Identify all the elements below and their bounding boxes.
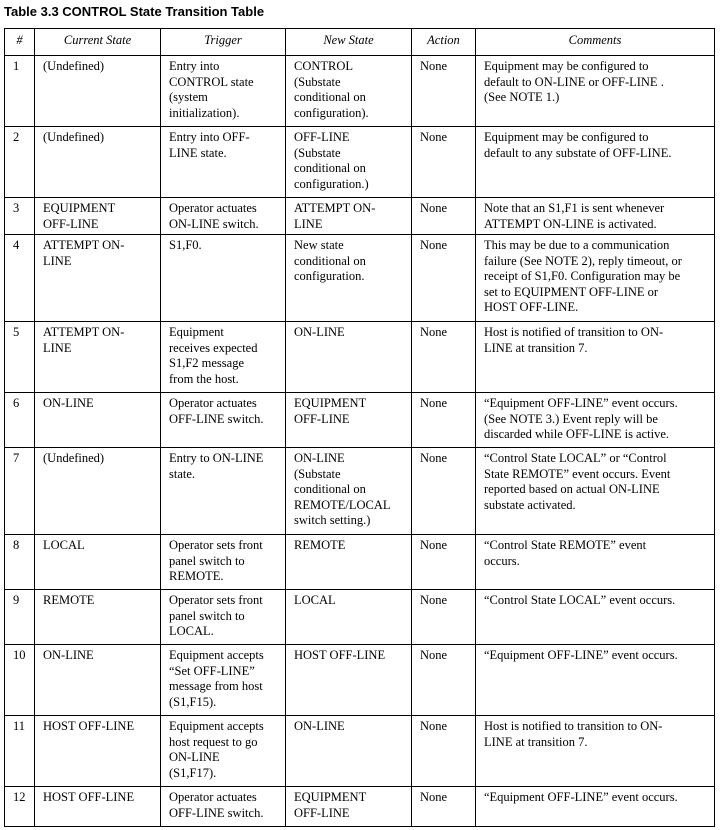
cell-new-state: ON-LINE [286,322,412,393]
cell-comments: Note that an S1,F1 is sent whenever ATTEMPT ON-LINE is activated. [476,198,715,235]
cell-number: 1 [5,56,35,127]
cell-new-state: LOCAL [286,590,412,645]
header-row [5,29,715,56]
cell-number: 2 [5,127,35,198]
cell-trigger: Equipment accepts “Set OFF-LINE” message from host (S1,F15). [161,645,286,716]
table-row [5,393,715,448]
cell-trigger: Entry into OFF- LINE state. [161,127,286,198]
table-row [5,127,715,198]
cell-comments: “Control State LOCAL” or “Control State REMOTE” event occurs. Event reported based on actual ON-LINE substate activated. [476,448,715,535]
table-row [5,645,715,716]
cell-number: 12 [5,787,35,827]
cell-new-state: OFF-LINE (Substate conditional on configuration.) [286,127,412,198]
table-row [5,235,715,322]
header-comments: Comments [476,29,715,56]
cell-trigger: Operator sets front panel switch to REMOTE. [161,535,286,590]
cell-current-state: ATTEMPT ON- LINE [35,322,161,393]
cell-number: 4 [5,235,35,322]
cell-current-state: LOCAL [35,535,161,590]
table-caption: Table 3.3 CONTROL State Transition Table [4,4,265,19]
table-row [5,448,715,535]
cell-number: 7 [5,448,35,535]
cell-current-state: HOST OFF-LINE [35,787,161,827]
cell-current-state: ON-LINE [35,393,161,448]
cell-new-state: EQUIPMENT OFF-LINE [286,787,412,827]
cell-comments: Equipment may be configured to default to any substate of OFF-LINE. [476,127,715,198]
cell-current-state: (Undefined) [35,448,161,535]
cell-trigger: Entry to ON-LINE state. [161,448,286,535]
header-new-state: New State [286,29,412,56]
cell-new-state: ON-LINE (Substate conditional on REMOTE/LOCAL switch setting.) [286,448,412,535]
cell-comments: “Control State REMOTE” event occurs. [476,535,715,590]
cell-current-state: EQUIPMENT OFF-LINE [35,198,161,235]
cell-action: None [412,645,476,716]
cell-trigger: Equipment receives expected S1,F2 message from the host. [161,322,286,393]
cell-comments: Host is notified to transition to ON- LINE at transition 7. [476,716,715,787]
cell-action: None [412,56,476,127]
cell-new-state: REMOTE [286,535,412,590]
cell-current-state: REMOTE [35,590,161,645]
cell-new-state: EQUIPMENT OFF-LINE [286,393,412,448]
cell-comments: Host is notified of transition to ON- LINE at transition 7. [476,322,715,393]
table-row [5,716,715,787]
header-action: Action [412,29,476,56]
cell-number: 6 [5,393,35,448]
header-trigger: Trigger [161,29,286,56]
header-current-state: Current State [35,29,161,56]
cell-action: None [412,716,476,787]
cell-current-state: HOST OFF-LINE [35,716,161,787]
cell-action: None [412,235,476,322]
table-row [5,322,715,393]
cell-action: None [412,448,476,535]
table-row [5,198,715,235]
cell-trigger: S1,F0. [161,235,286,322]
cell-comments: “Equipment OFF-LINE” event occurs. [476,645,715,716]
cell-current-state: ATTEMPT ON- LINE [35,235,161,322]
cell-trigger: Equipment accepts host request to go ON-LINE (S1,F17). [161,716,286,787]
cell-comments: Equipment may be configured to default to ON-LINE or OFF-LINE . (See NOTE 1.) [476,56,715,127]
cell-action: None [412,787,476,827]
cell-trigger: Entry into CONTROL state (system initialization). [161,56,286,127]
cell-new-state: ATTEMPT ON- LINE [286,198,412,235]
cell-number: 3 [5,198,35,235]
cell-comments: “Equipment OFF-LINE” event occurs. [476,787,715,827]
cell-current-state: (Undefined) [35,127,161,198]
cell-comments: This may be due to a communication failure (See NOTE 2), reply timeout, or receipt of S1,F0. Configuration may be set to EQUIPMENT OFF-LINE or HOST OFF-LINE. [476,235,715,322]
cell-action: None [412,127,476,198]
cell-new-state: CONTROL (Substate conditional on configuration). [286,56,412,127]
cell-action: None [412,535,476,590]
cell-comments: “Control State LOCAL” event occurs. [476,590,715,645]
cell-trigger: Operator actuates OFF-LINE switch. [161,393,286,448]
cell-trigger: Operator actuates OFF-LINE switch. [161,787,286,827]
header-number: # [5,29,35,56]
table-row [5,590,715,645]
cell-current-state: (Undefined) [35,56,161,127]
cell-current-state: ON-LINE [35,645,161,716]
cell-action: None [412,393,476,448]
cell-comments: “Equipment OFF-LINE” event occurs. (See NOTE 3.) Event reply will be discarded while OFF-LINE is active. [476,393,715,448]
cell-trigger: Operator actuates ON-LINE switch. [161,198,286,235]
cell-new-state: New state conditional on configuration. [286,235,412,322]
state-transition-table [4,28,715,827]
cell-action: None [412,590,476,645]
cell-action: None [412,198,476,235]
cell-number: 10 [5,645,35,716]
cell-action: None [412,322,476,393]
cell-number: 9 [5,590,35,645]
table-row [5,535,715,590]
cell-number: 5 [5,322,35,393]
cell-new-state: HOST OFF-LINE [286,645,412,716]
table-row [5,56,715,127]
cell-number: 8 [5,535,35,590]
cell-number: 11 [5,716,35,787]
table-row [5,787,715,827]
cell-trigger: Operator sets front panel switch to LOCAL. [161,590,286,645]
cell-new-state: ON-LINE [286,716,412,787]
